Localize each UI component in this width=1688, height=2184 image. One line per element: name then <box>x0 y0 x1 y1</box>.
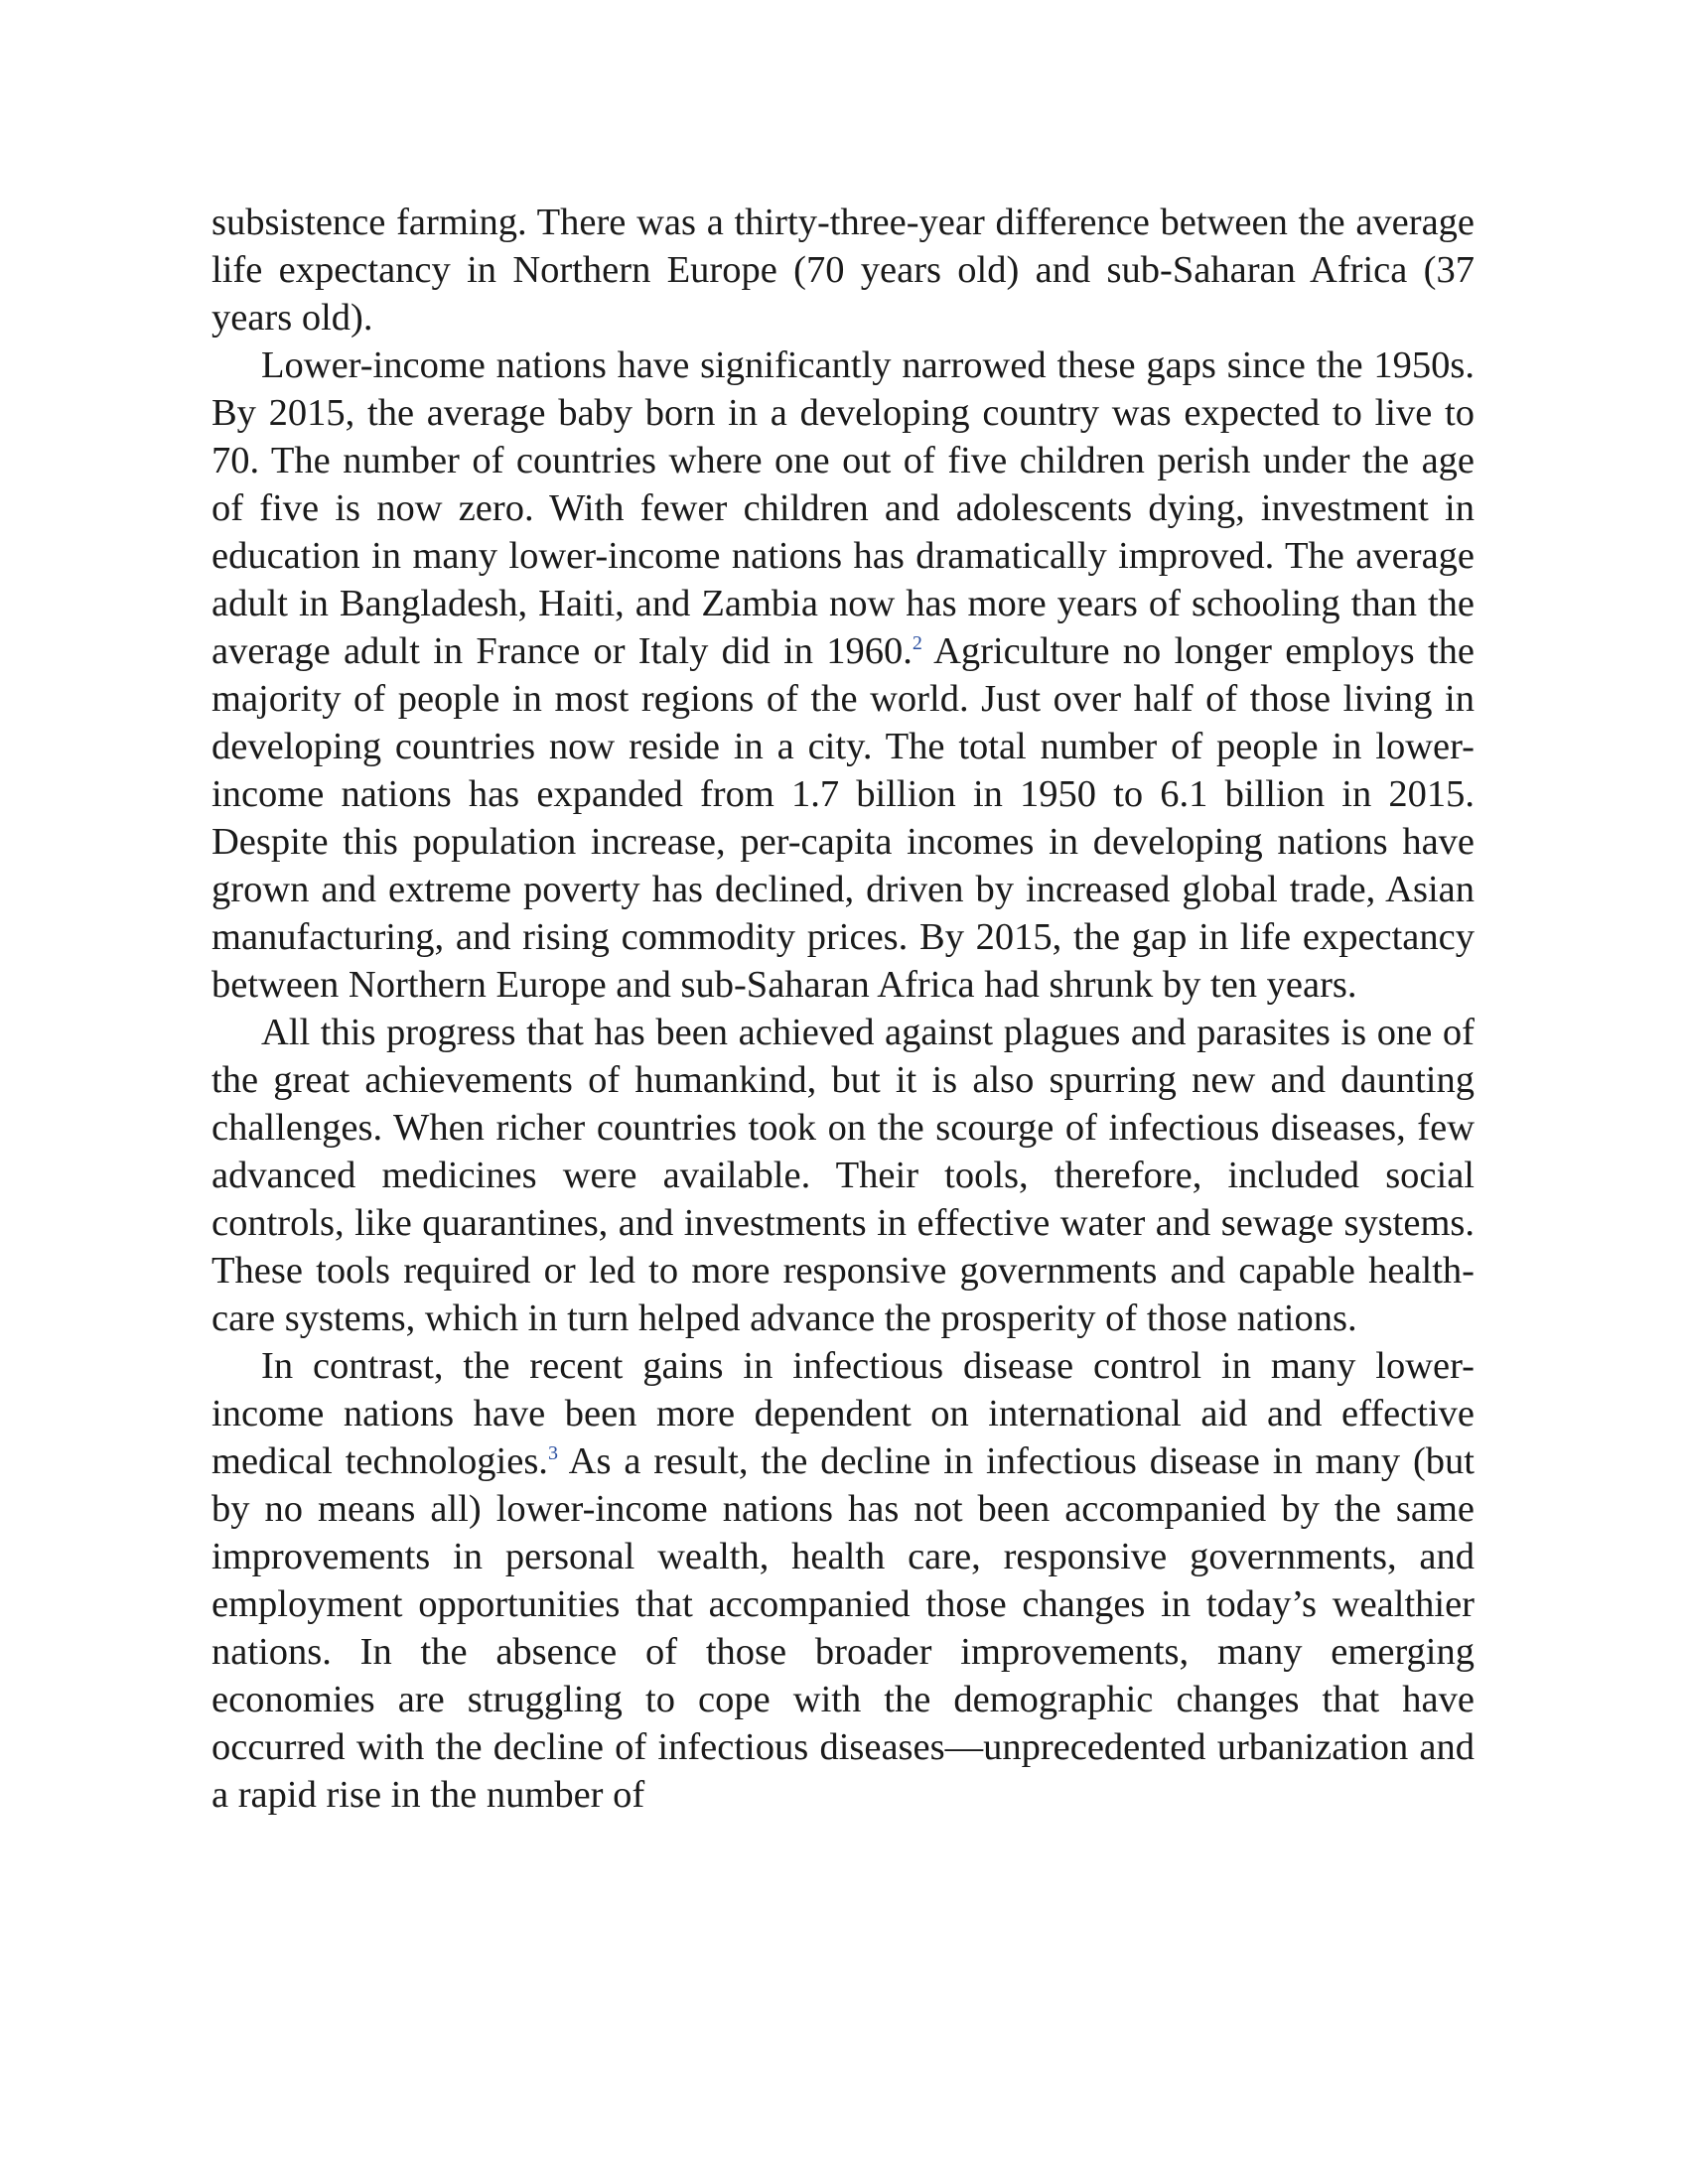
paragraph-text: All this progress that has been achieved against plagues and parasites is one of the great achievements of humankind, but it is also spurring new and daunting challenges. When richer countries took on the scourge of infectious diseases, few advanced medicines were available. Their tools, therefore, included social controls, like quarantines, and investments in effective water and sewage systems. These tools required or led to more responsive governments and capable health-care systems, which in turn helped advance the prosperity of those nations. <box>211 1012 1475 1339</box>
paragraph-text: Agriculture no longer employs the majority of people in most regions of the world. Just over half of those living in developing countries now reside in a city. The total number of people in lower-income nations has expanded from 1.7 billion in 1950 to 6.1 billion in 2015. Despite this population increase, per-capita incomes in developing nations have grown and extreme poverty has declined, driven by increased global trade, Asian manufacturing, and rising commodity prices. By 2015, the gap in life expectancy between Northern Europe and sub-Saharan Africa had shrunk by ten years. <box>211 630 1475 1006</box>
paragraph-text: As a result, the decline in infectious disease in many (but by no means all) lower-income nations has not been accompanied by the same improvements in personal wealth, health care, responsive governments, and employment opportunities that accompanied those changes in today’s wealthier nations. In the absence of those broader improvements, many emerging economies are struggling to cope with the demographic changes that have occurred with the decline of infectious diseases—unprecedented urbanization and a rapid rise in the number of <box>211 1440 1475 1816</box>
footnote-ref-3[interactable]: 3 <box>547 1442 558 1465</box>
paragraph-lower-income-gaps <box>211 341 1475 1009</box>
paragraph-continuation <box>211 199 1475 341</box>
paragraph-contrast <box>211 1342 1475 1819</box>
footnote-ref-2[interactable]: 2 <box>912 632 922 655</box>
page-body <box>211 199 1475 1819</box>
paragraph-text: In contrast, the recent gains in infectious disease control in many lower-income nations have been more dependent on international aid and effective medical technologies. <box>211 1345 1475 1482</box>
paragraph-progress <box>211 1009 1475 1342</box>
paragraph-text: Lower-income nations have significantly narrowed these gaps since the 1950s. By 2015, the average baby born in a developing country was expected to live to 70. The number of countries where one out of five children perish under the age of five is now zero. With fewer children and adolescents dying, investment in education in many lower-income nations has dramatically improved. The average adult in Bangladesh, Haiti, and Zambia now has more years of schooling than the average adult in France or Italy did in 1960. <box>211 344 1475 672</box>
paragraph-text: subsistence farming. There was a thirty-three-year difference between the average life expectancy in Northern Europe (70 years old) and sub-Saharan Africa (37 years old). <box>211 202 1475 339</box>
